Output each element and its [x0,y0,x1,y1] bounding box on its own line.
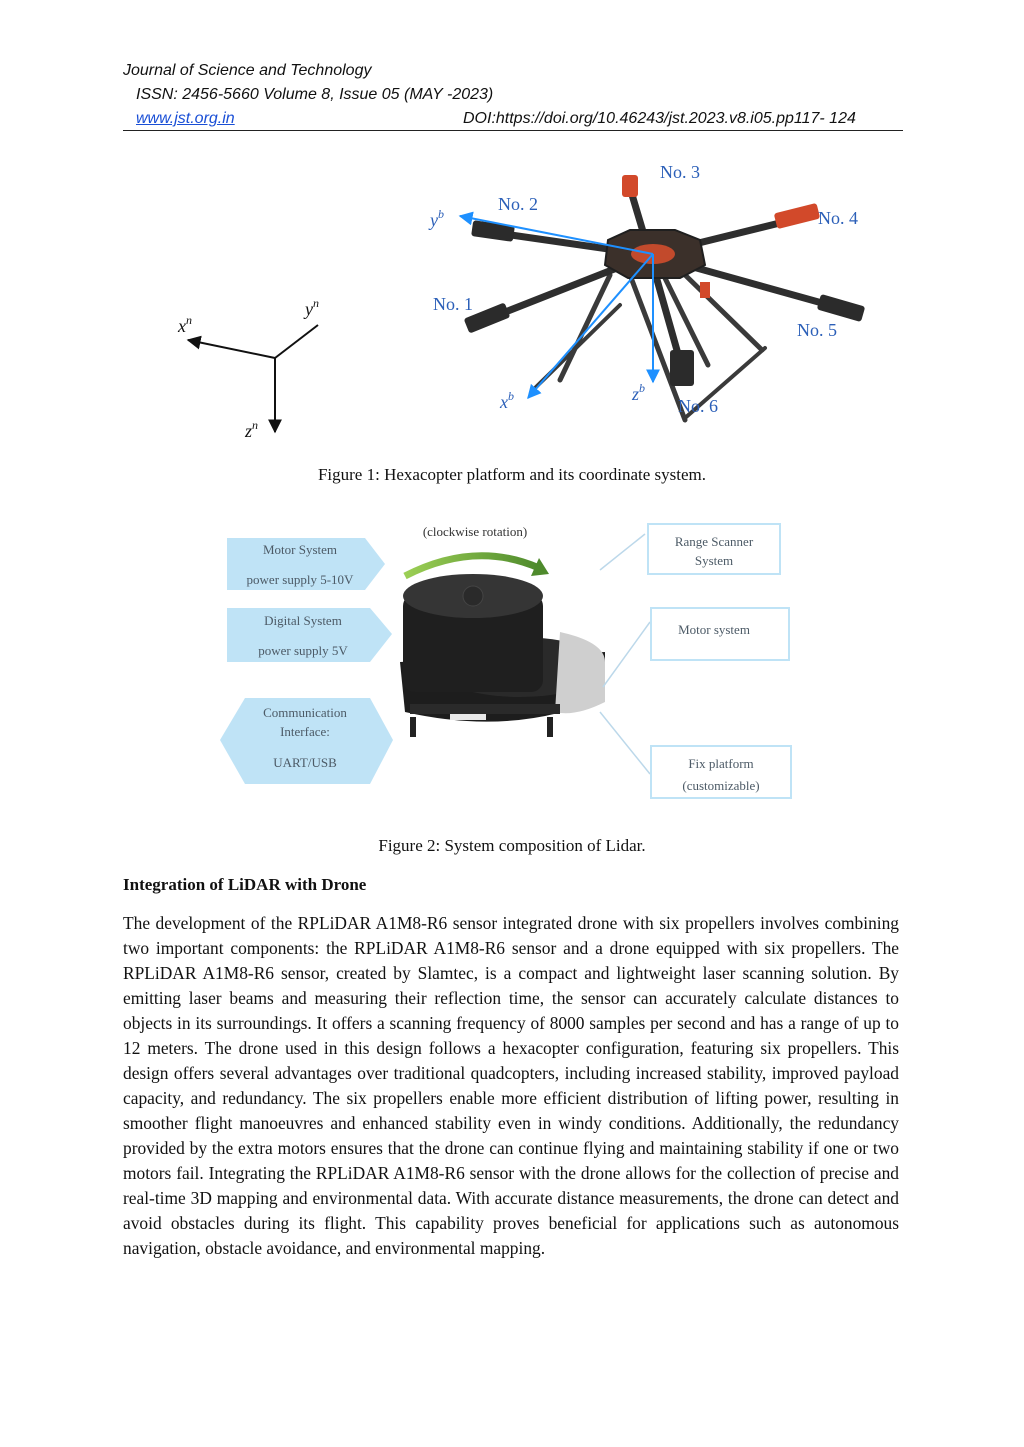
svg-text:zb: $z^b$ [632,381,646,404]
rotor-label-4: No. 4 [818,208,858,228]
journal-url-link[interactable]: www.jst.org.in [136,110,235,127]
rotor-label-1: No. 1 [433,294,473,314]
range-scanner-label-1: Range Scanner [674,534,754,549]
figure-2-caption: Figure 2: System composition of Lidar. [378,836,646,855]
digital-power-label: power supply 5V [258,643,348,658]
body-paragraph: The development of the RPLiDAR A1M8-R6 sensor integrated drone with six propellers involves combining two important components: the RPLiDAR A1M8-R6 sensor and a drone equipped with six propellers. The RPLiDAR A1M8-R6 sensor, created by Slamtec, is a compact and lightweight laser scanning solution. By emitting laser beams and measuring their reflection time, the sensor can accurately calculate distances to objects in its surroundings. It offers a scanning frequency of 8000 samples per second and has a range of up to 12 meters. The drone used in this design follows a hexacopter configuration, featuring six propellers. This design offers several advantages over traditional quadcopters, including increased stability, improved payload capacity, and redundancy. The six propellers enable more efficient distribution of lifting power, resulting in smoother flight manoeuvres and enhanced stability even in windy conditions. Additionally, the redundancy provided by the extra motors ensures that the drone can continue flying and maintaining stability if one or two motors fail. Integrating the RPLiDAR A1M8-R6 sensor with the drone allows for the collection of precise and real-time 3D mapping and environmental data. With accurate distance measurements, the drone can detect and avoid obstacles during its flight. This capability proves beneficial for applications such as autonomous navigation, obstacle avoidance, and environmental mapping. [123,913,899,1258]
journal-issn: ISSN: 2456-5660 Volume 8, Issue 05 (MAY -2023) [136,86,494,103]
motor-system-label: Motor System [262,542,338,557]
comm-label-1: Communication [263,705,347,720]
digital-system-label: Digital System [264,613,342,628]
navigation-frame-axes [177,296,319,441]
doi-text: DOI:https://doi.org/10.46243/jst.2023.v8.i05.pp117- 124 [463,110,856,127]
rotor-label-6: No. 6 [678,396,718,416]
motor-system-right-label: Motor system [678,622,750,637]
fix-platform-label-1: Fix platform [688,756,754,771]
svg-text:xn: $x^n$ [178,313,192,336]
svg-text:yb: $y^b$ [430,207,444,230]
section-heading: Integration of LiDAR with Drone [123,875,367,894]
comm-label-2: Interface: [280,724,330,739]
journal-title: Journal of Science and Technology [123,62,372,79]
rotor-label-3: No. 3 [660,162,700,182]
figure-2-lidar-composition [205,512,810,812]
landing-gear [535,268,765,420]
svg-text:xb: $x^b$ [500,389,514,412]
range-scanner-label-2: System [694,553,734,568]
motor-power-label: power supply 5-10V [246,572,354,587]
header-divider [123,130,903,131]
figure-1-hexacopter [160,150,900,450]
comm-label-3: UART/USB [273,755,337,770]
fix-platform-label-2: (customizable) [682,778,760,793]
svg-text:yn: $y^n$ [305,296,319,319]
rotor-label-5: No. 5 [797,320,837,340]
figure-1-caption: Figure 1: Hexacopter platform and its coordinate system. [317,465,707,484]
rotation-arrow-icon [405,556,539,576]
rotation-label: (clockwise rotation) [422,524,528,539]
svg-text:zn: $z^n$ [245,418,259,441]
rotor-label-2: No. 2 [498,194,538,214]
lidar-device [400,574,605,737]
